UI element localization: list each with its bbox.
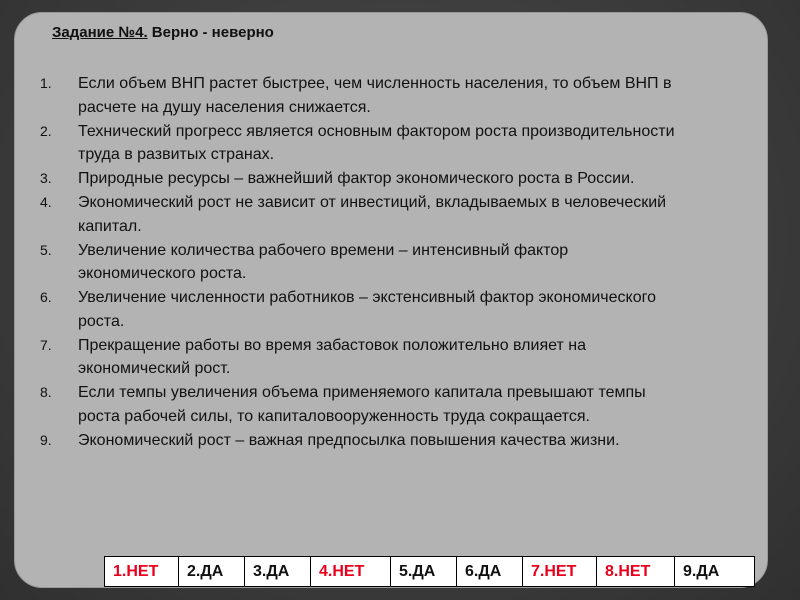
statement-text: Природные ресурсы – важнейший фактор экономического роста в России.: [78, 170, 635, 187]
task-title-text: Верно - неверно: [147, 24, 274, 41]
statement-item: [40, 286, 680, 333]
answer-cell: 6.ДА: [457, 557, 523, 587]
task-title: [52, 24, 274, 41]
answer-cell: 3.ДА: [245, 557, 311, 587]
statement-number: 3.: [40, 170, 52, 186]
statement-list: [40, 72, 680, 453]
answer-cell: 7.НЕТ: [523, 557, 597, 587]
statement-number: 4.: [40, 194, 52, 210]
answer-cell: 5.ДА: [391, 557, 457, 587]
statement-item: [40, 429, 680, 453]
statement-text: Экономический рост – важная предпосылка повышения качества жизни.: [78, 431, 620, 449]
statement-item: [40, 381, 680, 428]
statement-text: Технический прогресс является основным фактором роста производительности труда в развитых странах.: [78, 122, 675, 163]
answer-cell: 8.НЕТ: [597, 557, 675, 587]
answers-table: [104, 556, 755, 587]
answer-cell: 4.НЕТ: [311, 557, 391, 587]
statement-text: Увеличение численности работников – экстенсивный фактор экономического роста.: [78, 289, 656, 330]
statement-number: 5.: [40, 241, 52, 258]
task-title-number: Задание №4.: [52, 24, 148, 41]
answer-cell: 2.ДА: [179, 557, 245, 587]
statement-number: 2.: [40, 122, 52, 139]
statement-text: Увеличение количества рабочего времени – интенсивный фактор экономического роста.: [78, 241, 569, 282]
statement-number: 8.: [40, 384, 52, 400]
answers-row: [105, 557, 755, 587]
statement-number: 7.: [40, 336, 52, 353]
statement-text: Если темпы увеличения объема применяемого капитала превышают темпы роста рабочей силы, то капиталовооруженность труда сокращается.: [78, 384, 646, 425]
statement-item: [40, 334, 680, 381]
statement-item: [40, 72, 680, 119]
statement-text: Если объем ВНП растет быстрее, чем численность населения, то объем ВНП в расчете на душу населения снижается.: [78, 75, 672, 116]
answer-cell: 1.НЕТ: [105, 557, 179, 587]
statement-item: [40, 239, 680, 286]
statement-text: Экономический рост не зависит от инвестиций, вкладываемых в человеческий капитал.: [78, 194, 667, 235]
statement-item: [40, 167, 680, 191]
statement-item: [40, 120, 680, 167]
statement-number: 1.: [40, 75, 52, 91]
statement-item: [40, 191, 680, 238]
statement-number: 6.: [40, 289, 52, 305]
statement-number: 9.: [40, 431, 52, 448]
answer-cell: 9.ДА: [675, 557, 755, 587]
statement-text: Прекращение работы во время забастовок положительно влияет на экономический рост.: [78, 336, 586, 377]
